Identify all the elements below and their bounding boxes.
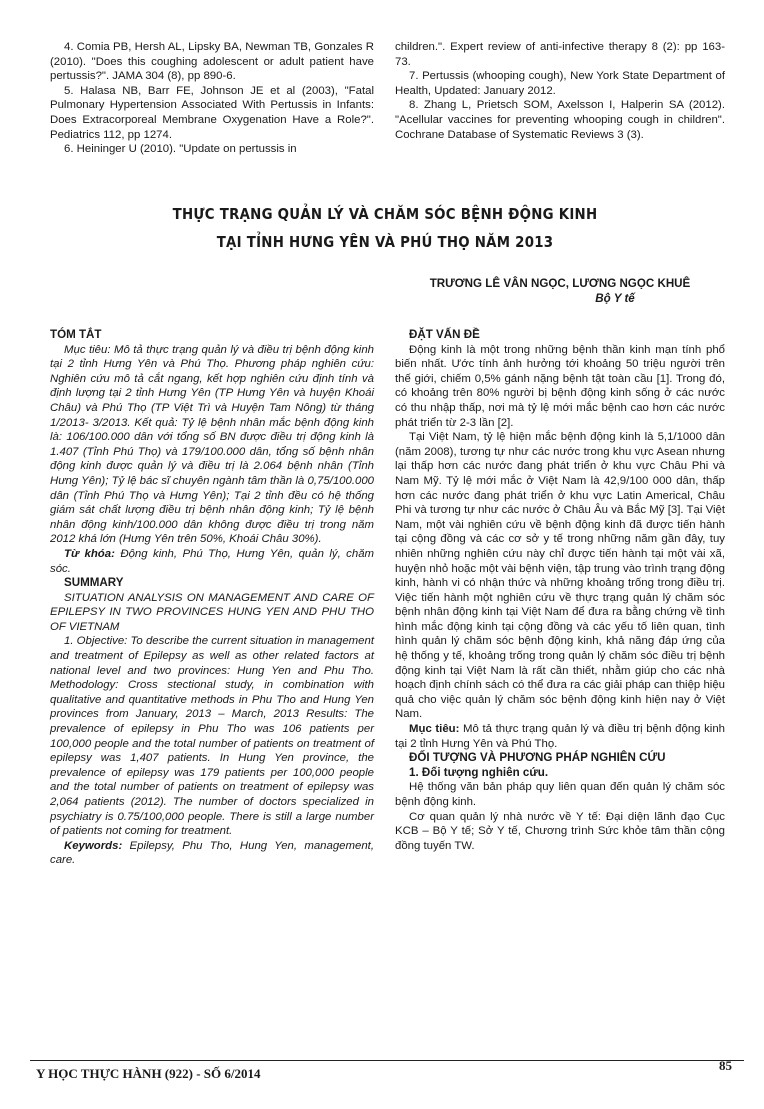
author-block — [395, 276, 725, 306]
introduction-heading: ĐẶT VẤN ĐỀ — [409, 328, 480, 341]
introduction-paragraph: Động kinh là một trong những bệnh thần kinh mạn tính phổ biến nhất. Ước tính ảnh hưởng tới khoảng 50 triệu người trên thế giới, chiếm 0,5% gánh nặng bệnh tật toàn cầu [1]. Trong đó, có khoảng trên 80% người bị bệnh động kinh sống ở các nước có thu nhập thấp, nơi mà tỷ lệ mới mắc bệnh cao hơn các nước phát triển từ 2-3 lần [2]. — [395, 343, 725, 429]
abstract-keywords — [50, 547, 374, 576]
summary-title: SITUATION ANALYSIS ON MANAGEMENT AND CARE OF EPILEPSY IN TWO PROVINCES HUNG YEN AND PHU THO OF VIETNAM — [50, 591, 374, 633]
author-affiliation: Bộ Y tế — [595, 292, 635, 305]
abstract-heading: TÓM TẮT — [50, 328, 102, 341]
references-left — [50, 40, 374, 157]
objective-label: Mục tiêu: — [409, 723, 460, 736]
author-names: TRƯƠNG LÊ VÂN NGỌC, LƯƠNG NGỌC KHUÊ — [429, 277, 691, 290]
objective-paragraph — [395, 722, 725, 751]
methods-paragraph: Cơ quan quản lý nhà nước về Y tế: Đại diện lãnh đạo Cục KCB – Bộ Y tế; Sở Y tế, Chương trình Sức khỏe tâm thần cộng đồng tuyến TW. — [395, 810, 725, 852]
reference-item: children.". Expert review of anti-infective therapy 8 (2): pp 163-73. — [395, 41, 725, 68]
reference-item: 7. Pertussis (whooping cough), New York State Department of Health, Updated: January 2012. — [395, 70, 725, 97]
abstract-body: Mục tiêu: Mô tả thực trạng quản lý và điều trị bệnh động kinh tại 2 tỉnh Hưng Yên và Phú Thọ. Phương pháp nghiên cứu: Nghiên cứu mô tả cắt ngang, kết hợp nghiên cứu định tính và định lượng tại 2 tỉnh Hưng Yên (TP Hưng Yên và huyện Khoái Châu) và Phú Thọ (TP Việt Trì và Huyện Tam Nông) từ tháng 1/2013- 3/2013. Kết quả: Tỷ lệ bệnh nhân mắc bệnh động kinh là: 106/100.000 dân với tổng số BN được điều trị động kinh là 1.407 (Tỉnh Phú Thọ) và 179/100.000 dân, tổng số bệnh nhân động kinh được quản lý và điều trị là 2.064 bệnh nhân (Tỉnh Hưng Yên); Tỷ lệ bác sĩ chuyên ngành tâm thần là 0,75/100.000 dân (Tỉnh Phú Thọ và Hưng Yên); Tại 2 tỉnh đều có hệ thống giám sát chất lượng điều trị bệnh nhân động kinh; Tỷ lệ bệnh nhân động kinh/100.000 dân không được điều trị trong năm 2012 khá lớn (Hưng Yên trên 50%, Khoái Châu 30%). — [50, 343, 374, 546]
reference-item: 6. Heininger U (2010). "Update on pertussis in — [64, 143, 297, 156]
keywords-label: Keywords: — [64, 839, 123, 852]
summary-body: 1. Objective: To describe the current situation in management and treatment of Epilepsy as well as other related factors at national level and two provinces: Hung Yen and Phu Tho. Methodology: Cross stectional study, in combination with qualitative and quantitative methods in Phu Tho and Hung Yen provinces from January, 2013 – March, 2013 Results: The prevalence of epilepsy in Phu Tho was 106 patients per 100,000 people and the total number of patients on treatment of epilepsy was 1,407 patients. In Hung Yen province, the prevalence of epilepsy was 179 patients per 100,000 people and the total number of patients on treatment of epilepsy was 2,064 patients (2012). The number of doctors specialized in psychiatry is 0.75/100,000 people. There is still a large number of patients not coming for treatment. — [50, 635, 374, 838]
reference-item: 4. Comia PB, Hersh AL, Lipsky BA, Newman TB, Gonzales R (2010). "Does this coughing adolescent or adult patient have pertussis?". JAMA 304 (8), pp 890-6. — [50, 41, 374, 83]
keywords-label: Từ khóa: — [64, 547, 115, 560]
title-line-2: TẠI TỈNH HƯNG YÊN VÀ PHÚ THỌ NĂM 2013 — [216, 233, 554, 251]
title-line-1: THỰC TRẠNG QUẢN LÝ VÀ CHĂM SÓC BỆNH ĐỘNG KINH — [172, 205, 598, 223]
keywords-text: Động kinh, Phú Thọ, Hưng Yên, quản lý, chăm sóc. — [50, 547, 375, 575]
methods-subheading: 1. Đối tượng nghiên cứu. — [409, 765, 549, 779]
right-column — [395, 328, 725, 853]
references-right — [395, 40, 725, 142]
methods-heading: ĐỐI TƯỢNG VÀ PHƯƠNG PHÁP NGHIÊN CỨU — [409, 751, 666, 765]
journal-name: Y HỌC THỰC HÀNH (922) - SỐ 6/2014 — [36, 1066, 261, 1081]
page-number: 85 — [719, 1058, 732, 1073]
reference-item: 8. Zhang L, Prietsch SOM, Axelsson I, Halperin SA (2012). "Acellular vaccines for preventing whooping cough in children". Cochrane Database of Systematic Reviews 3 (3). — [395, 99, 725, 141]
keywords-text: Epilepsy, Phu Tho, Hung Yen, management, care. — [50, 839, 374, 867]
article-title — [60, 200, 710, 256]
introduction-paragraph: Tại Việt Nam, tỷ lệ hiện mắc bệnh động kinh là 5,1/1000 dân (năm 2008), tương tự như các nước trong khu vực Asean nhưng lại thấp hơn các nước đang phát triển ở khu vực Châu Phi và Nam Mỹ. Tỷ lệ mới mắc ở Việt Nam là 42,9/100 000 dân, thấp hơn các nước đang phát triển ở khu vực Latin Americal, Châu Phi và tương tự như các nước ở Châu Âu và Bắc Mỹ [3]. Tại Việt Nam, một vài nghiên cứu về bệnh động kinh đã được tiến hành tại cộng đồng và các cơ sở y tế trong những năm gần đây, tuy nhiên những nghiên cứu này chỉ được tiến hành tại một vài xã, huyện nhỏ hoặc một vài bệnh viện, tập trung vào trình trạng động kinh, hành vi có nhận thức và những khoảng trống trong điều trị. Việc tiến hành một nghiên cứu về thực trạng quản lý chăm sóc bệnh nhân động kinh tại Việt Nam để đưa ra bằng chứng về tình hình mắc động kinh tại cộng đồng và các yếu tố liên quan, tình hình quản lý chăm sóc bệnh động kinh, khả năng đáp ứng của hệ thống y tế, khoảng trống trong quản lý chăm sóc điều trị bệnh động kinh tại Việt Nam là rất cần thiết, nhằm giúp cho các nhà hoạch định chính sách có thể đưa ra các giải pháp can thiệp hiệu quả cho việc quản lý chăm sóc bệnh động kinh hiện nay ở Việt Nam. — [395, 431, 725, 721]
methods-paragraph: Hệ thống văn bản pháp quy liên quan đến quản lý chăm sóc bệnh động kinh. — [395, 781, 725, 808]
objective-text: Mô tả thực trạng quản lý và điều trị bệnh động kinh tại 2 tỉnh Hưng Yên và Phú Thọ. — [395, 723, 725, 750]
summary-keywords — [50, 839, 374, 868]
left-column — [50, 328, 374, 868]
reference-item: 5. Halasa NB, Barr FE, Johnson JE et al (2003), "Fatal Pulmonary Hypertension Associated With Pertussis in Infants: Does Extracorporeal Membrane Oxygenation Have a Role?". Pediatrics 112, pp 1274. — [50, 84, 374, 141]
footer-rule — [30, 1060, 744, 1061]
summary-heading: SUMMARY — [64, 576, 124, 590]
